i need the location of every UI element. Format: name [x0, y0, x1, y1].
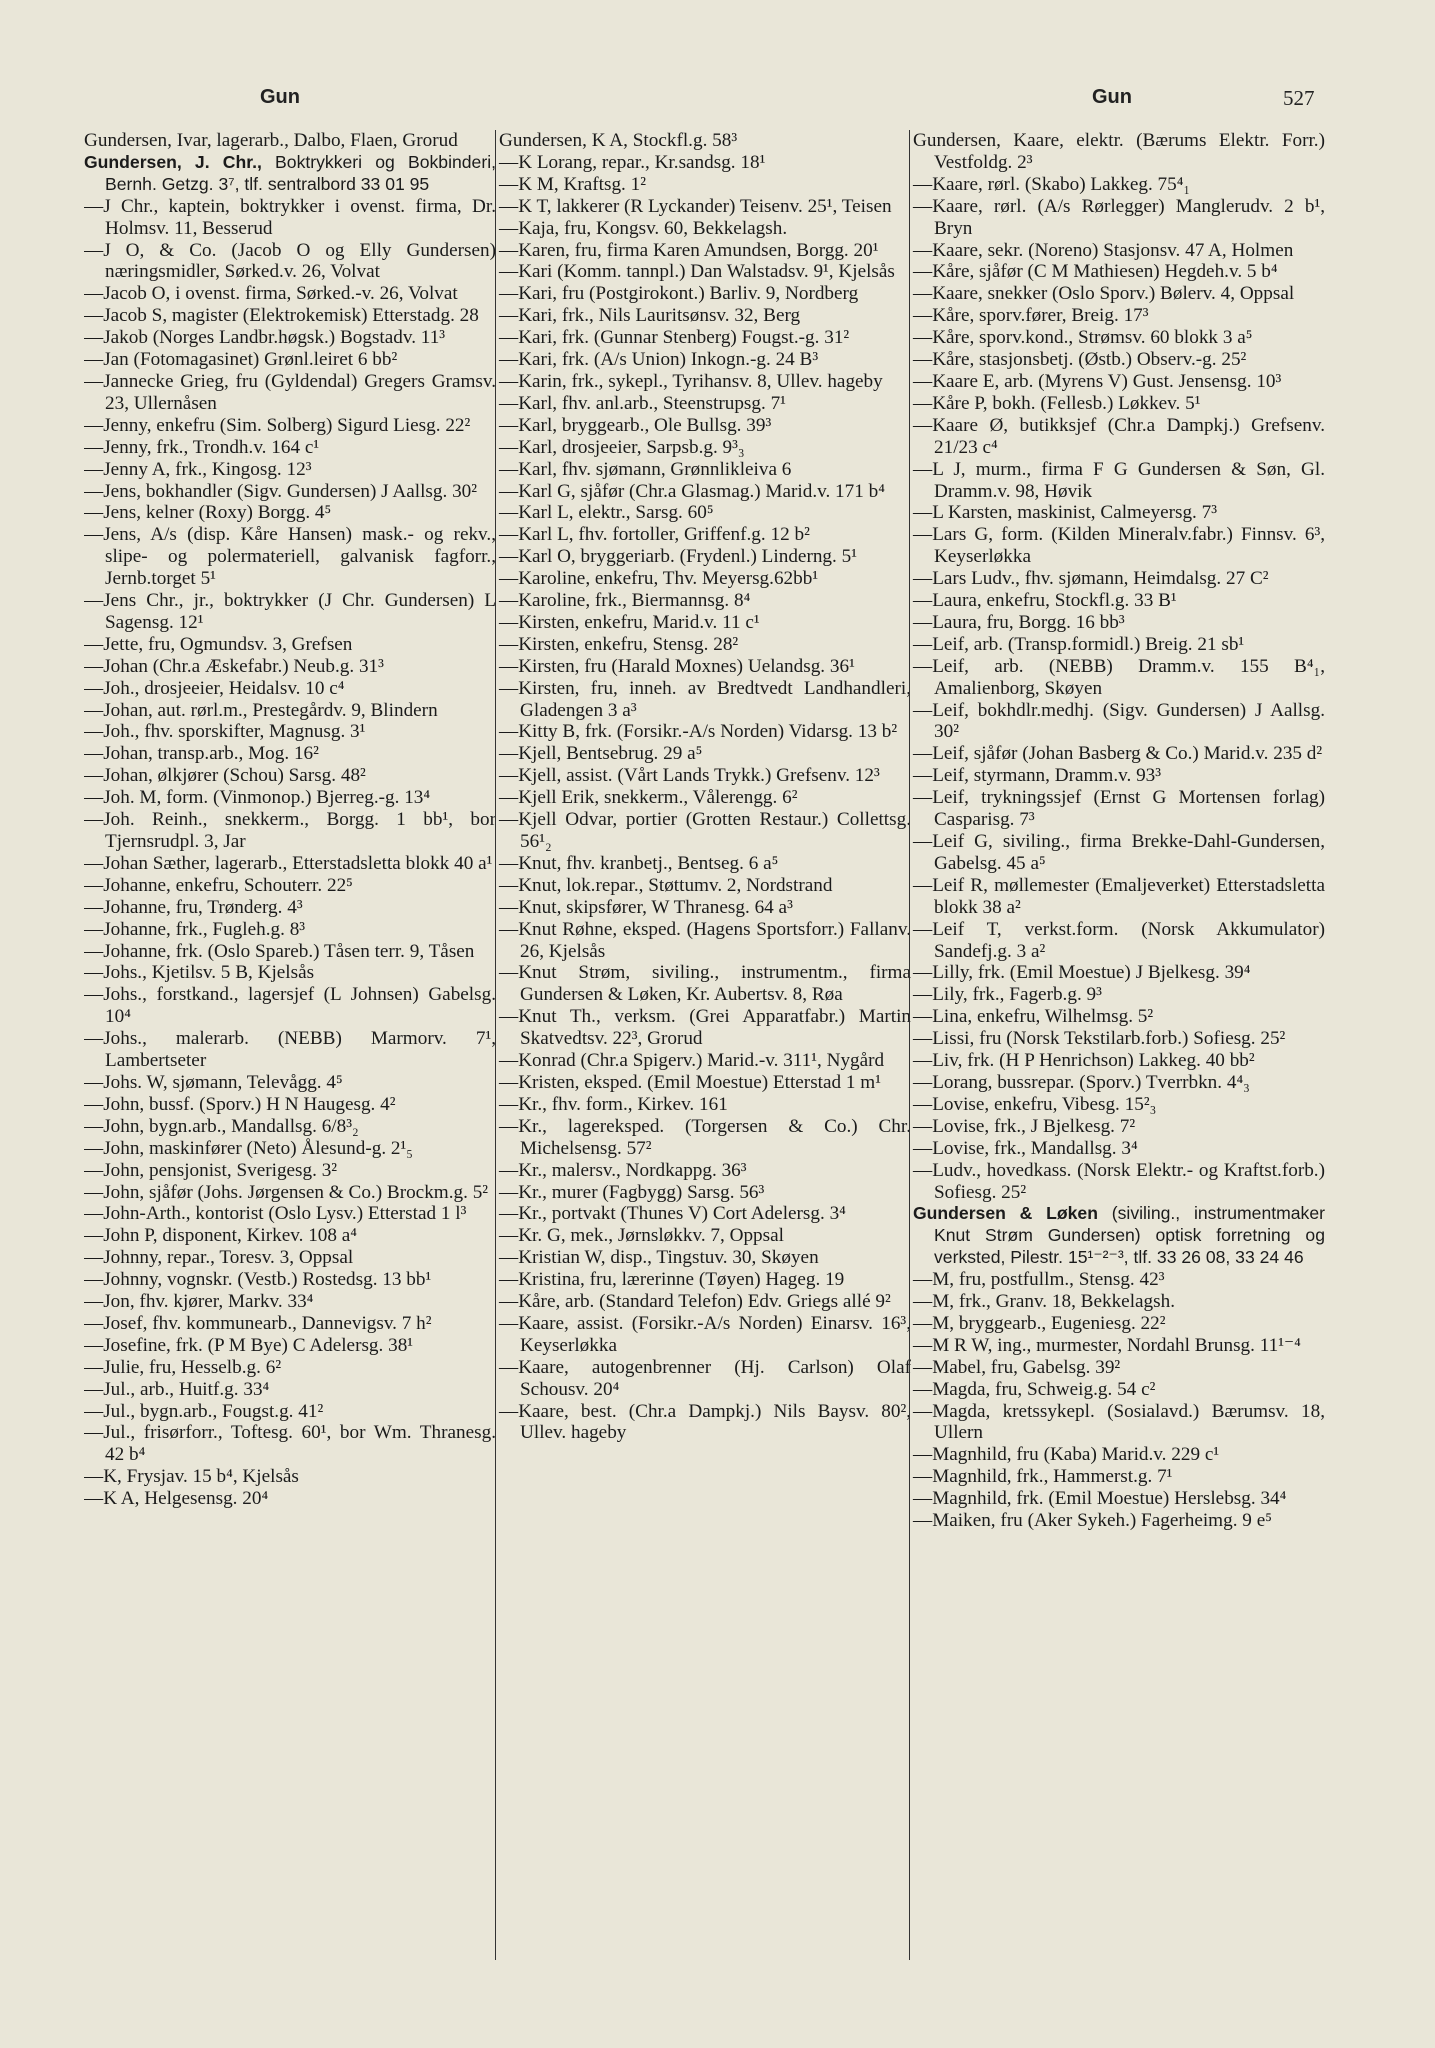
- directory-entry: —Maiken, fru (Aker Sykeh.) Fagerheimg. 9 e⁵: [913, 1510, 1272, 1532]
- directory-entry: —Knut Strøm, siviling., instrumentm., firma Gundersen & Løken, Kr. Aubertsv. 8, Røa: [499, 962, 911, 1006]
- directory-entry: —Jul., arb., Huitf.g. 33⁴: [84, 1378, 270, 1400]
- directory-entry: —Kjell Erik, snekkerm., Vålerengg. 6²: [499, 787, 798, 809]
- directory-entry: —M, frk., Granv. 18, Bekkelagsh.: [913, 1291, 1176, 1313]
- directory-entry: —Laura, fru, Borgg. 16 bb³: [913, 611, 1125, 633]
- directory-entry: —Kjell, Bentsebrug. 29 a⁵: [499, 743, 703, 765]
- directory-entry: —Mabel, fru, Gabelsg. 39²: [913, 1356, 1121, 1378]
- directory-entry: —Joh. Reinh., snekkerm., Borgg. 1 bb¹, bor Tjernsrudpl. 3, Jar: [84, 809, 496, 852]
- directory-entry: —Karl L, fhv. fortoller, Griffenf.g. 12 b²: [499, 524, 810, 546]
- column-2: [495, 130, 911, 1960]
- directory-entry: —K Lorang, repar., Kr.sandsg. 18¹: [499, 151, 766, 173]
- directory-entry: —Knut, skipsfører, W Thranesg. 64 a³: [499, 896, 793, 918]
- directory-entry: —Johs. W, sjømann, Televågg. 4⁵: [84, 1071, 343, 1093]
- directory-entry: —Joh. M, form. (Vinmonop.) Bjerreg.-g. 13⁴: [84, 787, 431, 809]
- directory-entry: —Lovise, frk., J Bjelkesg. 7²: [913, 1115, 1136, 1137]
- directory-entry: —John, bussf. (Sporv.) H N Haugesg. 4²: [84, 1093, 396, 1115]
- directory-entry: —Kirsten, fru, inneh. av Bredtvedt Landhandleri, Gladengen 3 a³: [499, 677, 911, 721]
- firm-details: (siviling., instrumentmaker Knut Strøm Gundersen) optisk forretning og verksted, Pilestr. 15¹⁻²⁻³, tlf. 33 26 08, 33 24 46: [934, 1203, 1325, 1268]
- directory-entry: —Johanne, fru, Trønderg. 4³: [84, 896, 303, 918]
- directory-entry: —M, fru, postfullm., Stensg. 42³: [913, 1269, 1165, 1291]
- directory-entry: —Laura, enkefru, Stockfl.g. 33 B¹: [913, 590, 1177, 612]
- directory-entry: —Johan (Chr.a Æskefabr.) Neub.g. 31³: [84, 655, 384, 677]
- directory-entry: —Jens, bokhandler (Sigv. Gundersen) J Aallsg. 30²: [84, 480, 478, 502]
- directory-entry: —Jette, fru, Ogmundsv. 3, Grefsen: [84, 633, 353, 655]
- directory-entry: —Karl, fhv. sjømann, Grønnlikleiva 6: [499, 458, 792, 480]
- directory-entry: —John P, disponent, Kirkev. 108 a⁴: [84, 1225, 357, 1247]
- directory-entry: —K A, Helgesensg. 20⁴: [84, 1488, 269, 1510]
- directory-entry: —Lars G, form. (Kilden Mineralv.fabr.) Finnsv. 6³, Keyserløkka: [913, 524, 1325, 568]
- directory-entry: —Johs., forstkand., lagersjef (L Johnsen) Gabelsg. 10⁴: [84, 984, 496, 1028]
- directory-entry: —Kari (Komm. tannpl.) Dan Walstadsv. 9¹, Kjelsås: [499, 261, 895, 283]
- directory-entry: —Kaare, rørl. (A/s Rørlegger) Manglerudv. 2 b¹, Bryn: [913, 195, 1325, 239]
- directory-entry: —Kr., portvakt (Thunes V) Cort Adelersg. 3⁴: [499, 1203, 846, 1225]
- directory-entry: —Leif, sjåfør (Johan Basberg & Co.) Marid.v. 235 d²: [913, 743, 1323, 765]
- directory-entry: —Lars Ludv., fhv. sjømann, Heimdalsg. 27 C²: [913, 568, 1269, 590]
- directory-entry: —Kåre P, bokh. (Fellesb.) Løkkev. 5¹: [913, 392, 1201, 414]
- directory-entry: —Leif G, siviling., firma Brekke-Dahl-Gundersen, Gabelsg. 45 a⁵: [913, 831, 1325, 874]
- directory-entry: —Leif, bokhdlr.medhj. (Sigv. Gundersen) J Aallsg. 30²: [913, 699, 1325, 743]
- directory-entry: —Karl L, elektr., Sarsg. 60⁵: [499, 502, 714, 524]
- directory-entry: —Knut, fhv. kranbetj., Bentseg. 6 a⁵: [499, 852, 779, 874]
- directory-entry: —Jakob (Norges Landbr.høgsk.) Bogstadv. 11³: [84, 327, 446, 349]
- directory-entry: —Kaja, fru, Kongsv. 60, Bekkelagsh.: [499, 217, 788, 239]
- directory-entry: —Kr., malersv., Nordkappg. 36³: [499, 1159, 747, 1181]
- directory-entry: [913, 1203, 1325, 1269]
- directory-entry: —Lina, enkefru, Wilhelmsg. 5²: [913, 1006, 1154, 1028]
- directory-entry: —Kari, fru (Postgirokont.) Barliv. 9, Nordberg: [499, 283, 859, 305]
- directory-entry: Gundersen, Ivar, lagerarb., Dalbo, Flaen, Grorud: [84, 130, 458, 151]
- directory-entry: —Magnhild, frk. (Emil Moestue) Herslebsg. 34⁴: [913, 1488, 1287, 1510]
- directory-entry: —Johanne, enkefru, Schouterr. 22⁵: [84, 874, 353, 896]
- directory-entry: —Jenny A, frk., Kingosg. 12³: [84, 458, 312, 480]
- directory-entry: —Kr., murer (Fagbygg) Sarsg. 56³: [499, 1181, 765, 1203]
- directory-entry: —Leif, arb. (Transp.formidl.) Breig. 21 sb¹: [913, 633, 1245, 655]
- page-header: [0, 86, 1435, 116]
- directory-entry: —Johan, transp.arb., Mog. 16²: [84, 743, 319, 765]
- directory-entry: —Karl, bryggearb., Ole Bullsg. 39³: [499, 414, 772, 436]
- directory-entry: —Karen, fru, firma Karen Amundsen, Borgg. 20¹: [499, 239, 879, 261]
- page-number: 527: [1283, 86, 1315, 110]
- directory-entry: —Knut Røhne, eksped. (Hagens Sportsforr.) Fallanv. 26, Kjelsås: [499, 918, 911, 962]
- directory-entry: —Magnhild, frk., Hammerst.g. 7¹: [913, 1466, 1173, 1488]
- directory-entry: —Kirsten, enkefru, Marid.v. 11 c¹: [499, 611, 760, 633]
- directory-entry: —Kåre, stasjonsbetj. (Østb.) Observ.-g. 25²: [913, 349, 1247, 371]
- column-3: [909, 130, 1325, 1960]
- directory-entry: —K M, Kraftsg. 1²: [499, 173, 646, 195]
- header-right-word: Gun: [1092, 86, 1132, 108]
- directory-entry: —Karoline, frk., Biermannsg. 8⁴: [499, 590, 751, 612]
- directory-entry: —Kjell Odvar, portier (Grotten Restaur.) Collettsg. 56¹₂: [499, 809, 911, 852]
- directory-entry: —Johan Sæther, lagerarb., Etterstadsletta blokk 40 a¹: [84, 852, 493, 874]
- firm-heading: Gundersen, J. Chr.,: [84, 151, 262, 172]
- firm-heading: Gundersen & Løken: [913, 1203, 1098, 1224]
- directory-entry: —Liv, frk. (H P Henrichson) Lakkeg. 40 bb²: [913, 1050, 1255, 1072]
- directory-entry: Gundersen, K A, Stockfl.g. 58³: [499, 130, 738, 151]
- directory-entry: —J Chr., kaptein, boktrykker i ovenst. firma, Dr. Holmsv. 11, Besserud: [84, 195, 496, 239]
- directory-entry: —Karoline, enkefru, Thv. Meyersg.62bb¹: [499, 568, 819, 590]
- directory-entry: —Kåre, arb. (Standard Telefon) Edv. Griegs allé 9²: [499, 1291, 891, 1313]
- directory-entry: —Kitty B, frk. (Forsikr.-A/s Norden) Vidarsg. 13 b²: [499, 721, 898, 743]
- directory-entry: Gundersen, Kaare, elektr. (Bærums Elektr. Forr.) Vestfoldg. 2³: [913, 130, 1325, 173]
- directory-entry: —Jens Chr., jr., boktrykker (J Chr. Gundersen) L Sagensg. 12¹: [84, 590, 496, 633]
- directory-entry: —Jacob O, i ovenst. firma, Sørked.-v. 26, Volvat: [84, 283, 458, 305]
- directory-entry: —Johnny, vognskr. (Vestb.) Rostedsg. 13 bb¹: [84, 1269, 432, 1291]
- directory-entry: —Karl, drosjeeier, Sarpsb.g. 9³₃: [499, 436, 745, 458]
- directory-entry: —J O, & Co. (Jacob O og Elly Gundersen) næringsmidler, Sørked.v. 26, Volvat: [84, 239, 496, 283]
- directory-entry: —Kaare E, arb. (Myrens V) Gust. Jensensg. 10³: [913, 370, 1282, 392]
- directory-entry: —Kirsten, enkefru, Stensg. 28²: [499, 633, 739, 655]
- directory-entry: —Karl, fhv. anl.arb., Steenstrupsg. 7¹: [499, 392, 786, 414]
- directory-entry: —Jul., frisørforr., Toftesg. 60¹, bor Wm. Thranesg. 42 b⁴: [84, 1422, 496, 1466]
- directory-entry: —Kr., fhv. form., Kirkev. 161: [499, 1093, 728, 1115]
- directory-entry: —Jenny, frk., Trondh.v. 164 c¹: [84, 436, 320, 458]
- directory-entry: —Jon, fhv. kjører, Markv. 33⁴: [84, 1291, 314, 1313]
- directory-entry: —John, bygn.arb., Mandallsg. 6/8³₂: [84, 1115, 359, 1137]
- directory-entry: —Kaare, sekr. (Noreno) Stasjonsv. 47 A, Holmen: [913, 239, 1294, 261]
- directory-entry: —Johanne, frk., Fugleh.g. 8³: [84, 918, 306, 940]
- directory-entry: —John, pensjonist, Sverigesg. 3²: [84, 1159, 338, 1181]
- directory-entry: —Lovise, frk., Mandallsg. 3⁴: [913, 1137, 1138, 1159]
- directory-entry: —Kr. G, mek., Jørnsløkkv. 7, Oppsal: [499, 1225, 784, 1247]
- directory-entry: —Kaare Ø, butikksjef (Chr.a Dampkj.) Grefsenv. 21/23 c⁴: [913, 414, 1325, 458]
- directory-entry: —Lovise, enkefru, Vibesg. 15²₃: [913, 1093, 1157, 1115]
- header-left-word: Gun: [260, 86, 300, 108]
- directory-entry: —Leif, arb. (NEBB) Dramm.v. 155 B⁴₁, Amalienborg, Skøyen: [913, 655, 1325, 699]
- directory-entry: —Johs., malerarb. (NEBB) Marmorv. 7¹, Lambertseter: [84, 1028, 496, 1072]
- directory-entry: —Kjell, assist. (Vårt Lands Trykk.) Grefsenv. 12³: [499, 765, 880, 787]
- directory-entry: —John, sjåfør (Johs. Jørgensen & Co.) Brockm.g. 5²: [84, 1181, 489, 1203]
- directory-entry: —K T, lakkerer (R Lyckander) Teisenv. 25¹, Teisen: [499, 195, 892, 217]
- directory-entry: —Jens, A/s (disp. Kåre Hansen) mask.- og rekv., slipe- og polermateriell, galvanisk fagforr., Jernb.torget 5¹: [84, 524, 496, 590]
- directory-entry: —Jacob S, magister (Elektrokemisk) Etterstadg. 28: [84, 305, 479, 327]
- directory-entry: —Jan (Fotomagasinet) Grønl.leiret 6 bb²: [84, 349, 398, 371]
- directory-entry: —Konrad (Chr.a Spigerv.) Marid.-v. 311¹, Nygård: [499, 1050, 885, 1072]
- directory-entry: —Kristen, eksped. (Emil Moestue) Etterstad 1 m¹: [499, 1071, 881, 1093]
- directory-entry: —Kari, frk. (Gunnar Stenberg) Fougst.-g. 31²: [499, 327, 850, 349]
- directory-entry: —K, Frysjav. 15 b⁴, Kjelsås: [84, 1466, 299, 1488]
- directory-entry: —Kari, frk., Nils Lauritsønsv. 32, Berg: [499, 305, 801, 327]
- column-1: [84, 130, 496, 1960]
- directory-entry: —Jannecke Grieg, fru (Gyldendal) Gregers Gramsv. 23, Ullernåsen: [84, 370, 496, 414]
- directory-entry: —Joh., drosjeeier, Heidalsv. 10 c⁴: [84, 677, 345, 699]
- directory-entry: —Leif R, møllemester (Emaljeverket) Etterstadsletta blokk 38 a²: [913, 874, 1325, 918]
- directory-entry: —Kristian W, disp., Tingstuv. 30, Skøyen: [499, 1247, 819, 1269]
- directory-entry: —Kåre, sporv.fører, Breig. 17³: [913, 305, 1149, 327]
- directory-entry: —Knut Th., verksm. (Grei Apparatfabr.) Martin Skatvedtsv. 22³, Grorud: [499, 1006, 911, 1050]
- directory-entry: —Kåre, sjåfør (C M Mathiesen) Hegdeh.v. 5 b⁴: [913, 261, 1278, 283]
- directory-entry: —Leif, trykningssjef (Ernst G Mortensen forlag) Casparisg. 7³: [913, 787, 1325, 831]
- directory-entry: —Kaare, best. (Chr.a Dampkj.) Nils Baysv. 80², Ullev. hageby: [499, 1400, 911, 1444]
- directory-entry: —Kåre, sporv.kond., Strømsv. 60 blokk 3 a⁵: [913, 327, 1253, 349]
- firm-details: Boktrykkeri og Bokbinderi, Bernh. Getzg. 3⁷, tlf. sentralbord 33 01 95: [105, 151, 496, 194]
- directory-entry: —Kristina, fru, lærerinne (Tøyen) Hageg. 19: [499, 1269, 845, 1291]
- directory-entry: —Kirsten, fru (Harald Moxnes) Uelandsg. 36¹: [499, 655, 855, 677]
- directory-entry: —Johs., Kjetilsv. 5 B, Kjelsås: [84, 962, 315, 984]
- directory-entry: [84, 152, 496, 196]
- directory-entry: —Josef, fhv. kommunearb., Dannevigsv. 7 h²: [84, 1312, 432, 1334]
- directory-entry: —Johan, ølkjører (Schou) Sarsg. 48²: [84, 765, 366, 787]
- directory-entry: —Magda, kretssykepl. (Sosialavd.) Bærumsv. 18, Ullern: [913, 1400, 1325, 1444]
- directory-entry: —Jul., bygn.arb., Fougst.g. 41²: [84, 1400, 324, 1422]
- directory-entry: —Kari, frk. (A/s Union) Inkogn.-g. 24 B³: [499, 349, 819, 371]
- directory-entry: —Karl O, bryggeriarb. (Frydenl.) Linderng. 5¹: [499, 546, 857, 568]
- directory-entry: —Lissi, fru (Norsk Tekstilarb.forb.) Sofiesg. 25²: [913, 1028, 1286, 1050]
- directory-entry: —Kr., lagereksped. (Torgersen & Co.) Chr. Michelsensg. 57²: [499, 1115, 911, 1159]
- directory-entry: —Leif, styrmann, Dramm.v. 93³: [913, 765, 1162, 787]
- directory-entry: —Leif T, verkst.form. (Norsk Akkumulator) Sandefj.g. 3 a²: [913, 918, 1325, 962]
- directory-entry: —Karin, frk., sykepl., Tyrihansv. 8, Ullev. hageby: [499, 370, 883, 392]
- directory-entry: —Knut, lok.repar., Støttumv. 2, Nordstrand: [499, 874, 833, 896]
- directory-entry: —L J, murm., firma F G Gundersen & Søn, Gl. Dramm.v. 98, Høvik: [913, 458, 1325, 502]
- directory-entry: —Kaare, snekker (Oslo Sporv.) Bølerv. 4, Oppsal: [913, 283, 1295, 305]
- directory-entry: —Johanne, frk. (Oslo Spareb.) Tåsen terr. 9, Tåsen: [84, 940, 475, 962]
- directory-entry: —L Karsten, maskinist, Calmeyersg. 7³: [913, 502, 1217, 524]
- directory-entry: —Julie, fru, Hesselb.g. 6²: [84, 1356, 282, 1378]
- directory-entry: —Joh., fhv. sporskifter, Magnusg. 3¹: [84, 721, 366, 743]
- directory-entry: —Josefine, frk. (P M Bye) C Adelersg. 38¹: [84, 1334, 414, 1356]
- directory-entry: —Jenny, enkefru (Sim. Solberg) Sigurd Liesg. 22²: [84, 414, 471, 436]
- directory-entry: —Ludv., hovedkass. (Norsk Elektr.- og Kraftst.forb.) Sofiesg. 25²: [913, 1159, 1325, 1203]
- directory-entry: —Johnny, repar., Toresv. 3, Oppsal: [84, 1247, 354, 1269]
- directory-entry: —Lorang, bussrepar. (Sporv.) Tverrbkn. 4⁴₃: [913, 1071, 1250, 1093]
- directory-entry: —Magda, fru, Schweig.g. 54 c²: [913, 1378, 1156, 1400]
- directory-entry: —M R W, ing., murmester, Nordahl Brunsg. 11¹⁻⁴: [913, 1334, 1301, 1356]
- directory-entry: —Lily, frk., Fagerb.g. 9³: [913, 984, 1102, 1006]
- directory-entry: —Johan, aut. rørl.m., Prestegårdv. 9, Blindern: [84, 699, 438, 721]
- directory-entry: —Kaare, rørl. (Skabo) Lakkeg. 75⁴₁: [913, 173, 1191, 195]
- directory-entry: —John-Arth., kontorist (Oslo Lysv.) Etterstad 1 l³: [84, 1203, 467, 1225]
- directory-entry: —Karl G, sjåfør (Chr.a Glasmag.) Marid.v. 171 b⁴: [499, 480, 885, 502]
- directory-entry: —Jens, kelner (Roxy) Borgg. 4⁵: [84, 502, 332, 524]
- directory-entry: —Lilly, frk. (Emil Moestue) J Bjelkesg. 39⁴: [913, 962, 1251, 984]
- directory-entry: —Kaare, assist. (Forsikr.-A/s Norden) Einarsv. 16³, Keyserløkka: [499, 1312, 911, 1356]
- directory-entry: —John, maskinfører (Neto) Ålesund-g. 2¹₅: [84, 1137, 413, 1159]
- directory-entry: —Magnhild, fru (Kaba) Marid.v. 229 c¹: [913, 1444, 1220, 1466]
- directory-entry: —M, bryggearb., Eugeniesg. 22²: [913, 1312, 1166, 1334]
- directory-entry: —Kaare, autogenbrenner (Hj. Carlson) Olaf Schousv. 20⁴: [499, 1356, 911, 1400]
